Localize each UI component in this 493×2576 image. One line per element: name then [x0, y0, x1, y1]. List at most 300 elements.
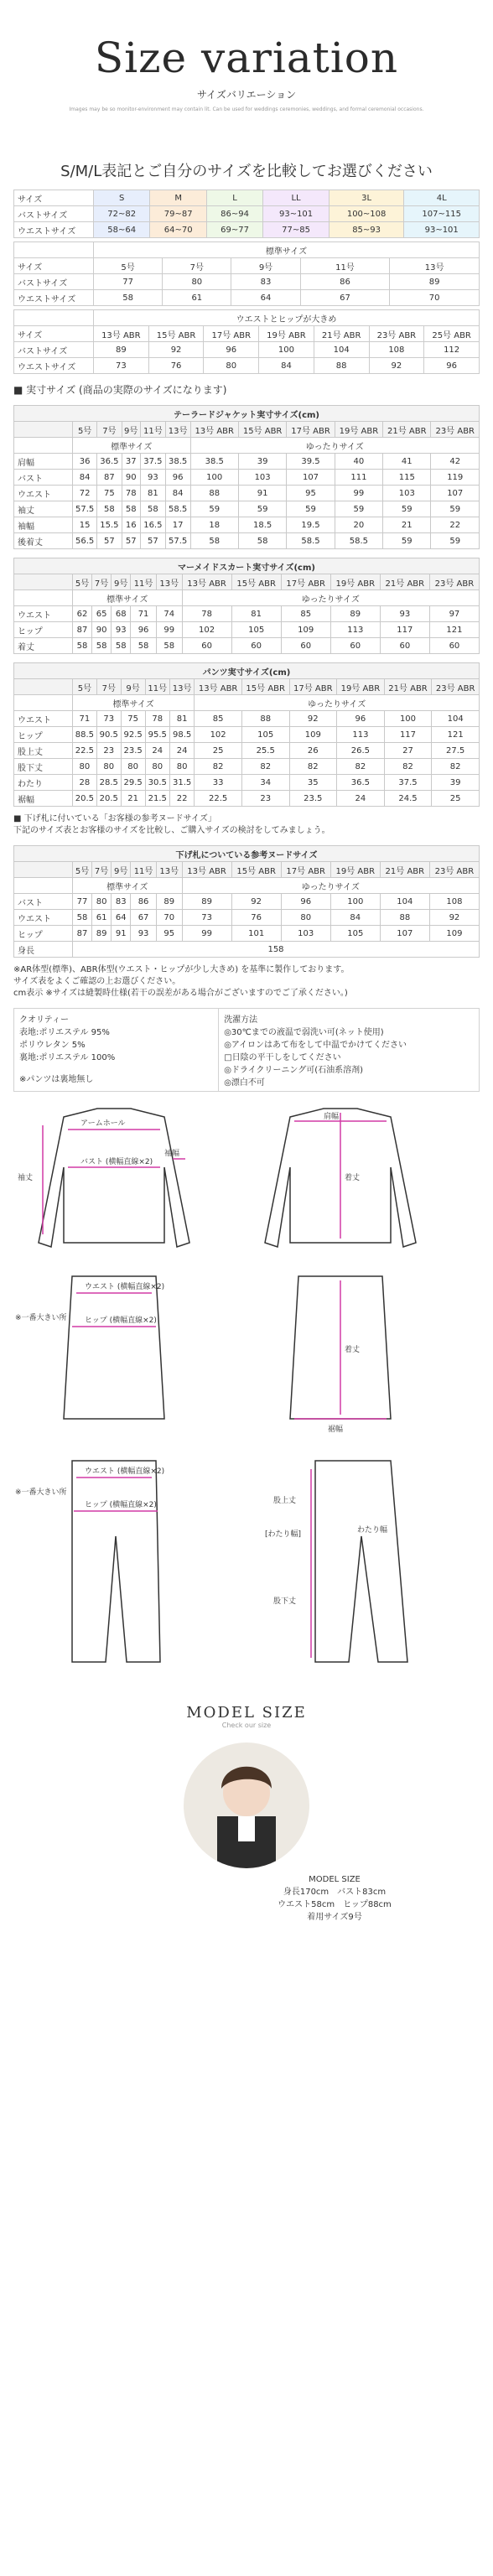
- table-cell: 83: [112, 894, 131, 910]
- table-row: [14, 242, 480, 258]
- table-cell: 58: [131, 638, 157, 654]
- table-cell: 18.5: [238, 517, 286, 533]
- table-cell: 58: [140, 501, 165, 517]
- table-cell: 113: [330, 622, 380, 638]
- table-cell: 57: [140, 533, 165, 549]
- table-row: [14, 222, 480, 238]
- table-cell: 81: [140, 486, 165, 501]
- table-cell: 92: [429, 910, 479, 926]
- table-row: [14, 679, 480, 695]
- column-header: 23号 ABR: [431, 422, 480, 438]
- sml-table: [13, 190, 480, 238]
- label-bust: バスト (横幅直線×2): [80, 1158, 153, 1166]
- table-cell: 61: [163, 290, 231, 306]
- table-cell: 37.5: [384, 775, 432, 791]
- quality-line: [19, 1062, 213, 1072]
- table-cell: 99: [335, 486, 382, 501]
- table-cell: 23: [96, 743, 121, 759]
- table-cell: 82: [337, 759, 385, 775]
- group-header: 標準サイズ: [94, 242, 480, 258]
- column-header: 7号: [92, 862, 112, 878]
- table-cell: 57: [97, 533, 122, 549]
- model-info-line: ウエスト58cm ヒップ88cm: [278, 1900, 392, 1909]
- column-header: 21号 ABR: [383, 422, 431, 438]
- table-cell: 96: [165, 470, 190, 486]
- row-label: [14, 574, 73, 590]
- table-row: [14, 326, 480, 342]
- skirt-front-shape: [64, 1276, 164, 1419]
- table-cell: 65: [92, 606, 112, 622]
- row-label: 裾幅: [14, 791, 73, 807]
- table-cell: 89: [92, 926, 112, 942]
- table-cell: 36.5: [97, 454, 122, 470]
- table-cell: 97: [429, 606, 479, 622]
- table-row: [14, 258, 480, 274]
- table-row: [14, 942, 480, 958]
- table-row: [14, 759, 480, 775]
- table-cell: 23.5: [121, 743, 145, 759]
- column-header: 7号: [96, 679, 121, 695]
- table-cell: 39: [432, 775, 480, 791]
- table-cell: 87: [97, 470, 122, 486]
- row-label: ウエストサイズ: [14, 358, 94, 374]
- table-cell: 100: [384, 711, 432, 727]
- compare-title: S/M/L表記とご自分のサイズを比較してお選びください: [60, 163, 433, 180]
- table-cell: 96: [424, 358, 480, 374]
- table-cell: LL: [263, 190, 330, 206]
- table-cell: 76: [148, 358, 204, 374]
- column-header: 15号 ABR: [238, 422, 286, 438]
- group-header: 標準サイズ: [73, 695, 195, 711]
- table-row: [14, 910, 480, 926]
- table-cell: 82: [432, 759, 480, 775]
- column-header: 5号: [73, 862, 92, 878]
- table-cell: 21: [121, 791, 145, 807]
- column-header: 13号 ABR: [190, 422, 238, 438]
- table-row: [14, 454, 480, 470]
- table-row: [14, 775, 480, 791]
- table-cell: 70: [390, 290, 480, 306]
- table-row: [14, 606, 480, 622]
- table-cell: 80: [145, 759, 169, 775]
- column-header: 15号 ABR: [231, 862, 281, 878]
- table-cell: 25号 ABR: [424, 326, 480, 342]
- table-cell: 107~115: [404, 206, 480, 222]
- table-cell: 58: [190, 533, 238, 549]
- table-row: [14, 486, 480, 501]
- table-cell: 58: [238, 533, 286, 549]
- table-cell: 67: [131, 910, 157, 926]
- table-row: [14, 501, 480, 517]
- table-row: [14, 438, 480, 454]
- table-row: [14, 878, 480, 894]
- column-header: 11号: [140, 422, 165, 438]
- table-cell: 60: [330, 638, 380, 654]
- label-length: 着丈: [345, 1174, 361, 1182]
- table-cell: 96: [131, 622, 157, 638]
- row-label: ウエスト: [14, 606, 73, 622]
- quality-line: ポリウレタン 5%: [19, 1041, 86, 1050]
- table-cell: 88: [380, 910, 429, 926]
- table-row: [14, 638, 480, 654]
- table-cell: 80: [92, 894, 112, 910]
- table-cell: 28.5: [96, 775, 121, 791]
- label-shoulder: 肩幅: [324, 1113, 340, 1121]
- table-caption: パンツ実寸サイズ(cm): [14, 663, 480, 679]
- nude-size-table: [13, 845, 480, 958]
- table-cell: 121: [429, 622, 479, 638]
- nude-note-line1: ■ 下げ札に付いている「お客様の参考ヌードサイズ」: [13, 814, 216, 823]
- table-cell: 58: [73, 638, 92, 654]
- table-cell: 95: [287, 486, 335, 501]
- table-cell: 78: [182, 606, 231, 622]
- table-cell: 64: [231, 290, 300, 306]
- table-cell: 121: [432, 727, 480, 743]
- table-row: [14, 558, 480, 574]
- table-cell: 158: [73, 942, 480, 958]
- table-cell: 20.5: [73, 791, 97, 807]
- group-header: ウエストとヒップが大きめ: [94, 310, 480, 326]
- column-header: 23号 ABR: [429, 574, 479, 590]
- table-cell: 95: [156, 926, 182, 942]
- table-cell: 96: [281, 894, 330, 910]
- table-cell: 24: [145, 743, 169, 759]
- column-header: 15号 ABR: [241, 679, 289, 695]
- column-header: 5号: [73, 574, 92, 590]
- table-cell: 82: [289, 759, 337, 775]
- washing-line: ◎アイロンはあて布をして中温でかけてください: [224, 1041, 407, 1050]
- column-header: 9号: [112, 574, 131, 590]
- table-cell: 37: [122, 454, 140, 470]
- table-cell: 5号: [94, 258, 163, 274]
- garment-diagram-svg: [13, 1100, 480, 1687]
- table-cell: 19.5: [287, 517, 335, 533]
- table-cell: 102: [195, 727, 242, 743]
- table-cell: 99: [182, 926, 231, 942]
- quality-line: 裏地:ポリエステル 100%: [19, 1053, 116, 1062]
- jacket-table: [13, 405, 480, 549]
- table-cell: 92.5: [121, 727, 145, 743]
- model-size-title: MODEL SIZE: [186, 1704, 307, 1722]
- table-cell: 15: [73, 517, 97, 533]
- quality-line: ※パンツは裏地無し: [19, 1075, 94, 1084]
- column-header: 21号 ABR: [384, 679, 432, 695]
- row-label: ウエスト: [14, 711, 73, 727]
- table-cell: 92: [148, 342, 204, 358]
- table-cell: 59: [431, 533, 480, 549]
- table-cell: 17: [165, 517, 190, 533]
- row-label: ヒップ: [14, 727, 73, 743]
- table-cell: 60: [429, 638, 479, 654]
- table-cell: 26: [289, 743, 337, 759]
- table-row: [14, 470, 480, 486]
- washing-title: 洗濯方法: [224, 1015, 258, 1025]
- size-notes: [13, 964, 480, 1000]
- column-header: 13号 ABR: [195, 679, 242, 695]
- table-cell: 21: [383, 517, 431, 533]
- table-row: [14, 206, 480, 222]
- label-sleeve: 袖丈: [18, 1174, 34, 1182]
- table-cell: 16.5: [140, 517, 165, 533]
- column-header: 11号: [145, 679, 169, 695]
- row-label: ウエスト: [14, 486, 73, 501]
- table-cell: 7号: [163, 258, 231, 274]
- table-cell: 15.5: [97, 517, 122, 533]
- table-cell: 13号 ABR: [94, 326, 149, 342]
- table-cell: 23号 ABR: [369, 326, 424, 342]
- column-header: 21号 ABR: [380, 862, 429, 878]
- table-cell: 33: [195, 775, 242, 791]
- table-row: [14, 622, 480, 638]
- measure-section-title: ■ 実寸サイズ (商品の実際のサイズになります): [13, 384, 227, 396]
- row-label: [14, 310, 94, 326]
- table-cell: 26.5: [337, 743, 385, 759]
- table-cell: 17号 ABR: [204, 326, 259, 342]
- row-label: [14, 679, 73, 695]
- table-cell: 104: [432, 711, 480, 727]
- table-cell: 59: [431, 501, 480, 517]
- table-cell: 80: [169, 759, 194, 775]
- table-cell: 64: [112, 910, 131, 926]
- model-size-section: [0, 1704, 493, 1924]
- table-cell: 84: [330, 910, 380, 926]
- row-label: 袖幅: [14, 517, 73, 533]
- table-cell: 96: [204, 342, 259, 358]
- table-row: [14, 894, 480, 910]
- table-cell: 3L: [329, 190, 404, 206]
- table-cell: 104: [314, 342, 369, 358]
- table-cell: 59: [383, 533, 431, 549]
- table-cell: 86: [300, 274, 390, 290]
- table-cell: 78: [122, 486, 140, 501]
- washing-line: ◎30℃までの液温で弱洗い可(ネット使用): [224, 1028, 384, 1037]
- row-label: バスト: [14, 894, 73, 910]
- table-cell: 103: [238, 470, 286, 486]
- table-cell: 27: [384, 743, 432, 759]
- column-header: 7号: [97, 422, 122, 438]
- table-cell: 90.5: [96, 727, 121, 743]
- table-cell: 108: [429, 894, 479, 910]
- table-cell: 112: [424, 342, 480, 358]
- table-cell: 86: [131, 894, 157, 910]
- skirt-table: [13, 558, 480, 654]
- table-caption: マーメイドスカート実寸サイズ(cm): [14, 558, 480, 574]
- column-header: 17号 ABR: [287, 422, 335, 438]
- table-cell: 30.5: [145, 775, 169, 791]
- table-row: [14, 517, 480, 533]
- pants-table: [13, 662, 480, 807]
- label-skirt-hip: ヒップ (横幅直線×2): [85, 1317, 157, 1325]
- column-header: 17号 ABR: [281, 574, 330, 590]
- nude-note-line2: 下記のサイズ表とお客様のサイズを比較し、ご購入サイズの検討をしてみましょう。: [13, 826, 330, 835]
- table-cell: 58.5: [335, 533, 382, 549]
- header-small-text: Images may be so monitor-environment may contain lit. Can be used for weddings ceremonies, weddings, and formal ceremonial occasions.: [69, 106, 424, 112]
- table-cell: 29.5: [121, 775, 145, 791]
- table-cell: 16: [122, 517, 140, 533]
- table-cell: 104: [380, 894, 429, 910]
- table-cell: 20: [335, 517, 382, 533]
- model-info-line: 着用サイズ9号: [307, 1913, 362, 1922]
- table-cell: 100: [190, 470, 238, 486]
- table-cell: 101: [231, 926, 281, 942]
- table-cell: 88: [314, 358, 369, 374]
- table-cell: 59: [287, 501, 335, 517]
- column-header: 13号: [156, 862, 182, 878]
- table-cell: 80: [96, 759, 121, 775]
- table-cell: 39: [238, 454, 286, 470]
- column-header: 23号 ABR: [432, 679, 480, 695]
- table-cell: 90: [92, 622, 112, 638]
- table-cell: 80: [204, 358, 259, 374]
- table-cell: 35: [289, 775, 337, 791]
- table-cell: 59: [383, 501, 431, 517]
- row-label: [14, 242, 94, 258]
- table-cell: 59: [335, 501, 382, 517]
- column-header: 21号 ABR: [380, 574, 429, 590]
- table-row: [14, 574, 480, 590]
- table-cell: 105: [330, 926, 380, 942]
- table-cell: 22.5: [73, 743, 97, 759]
- label-skirt-waist: ウエスト (横幅直線×2): [85, 1283, 165, 1291]
- column-header: 13号 ABR: [182, 862, 231, 878]
- table-row: [14, 695, 480, 711]
- label-pants-waist: ウエスト (横幅直線×2): [85, 1467, 165, 1476]
- table-cell: 113: [337, 727, 385, 743]
- table-cell: 75: [97, 486, 122, 501]
- table-cell: 89: [94, 342, 149, 358]
- table-cell: 13号: [390, 258, 480, 274]
- table-cell: 90: [122, 470, 140, 486]
- table-cell: 85: [281, 606, 330, 622]
- washing-line: ◎漂白不可: [224, 1078, 265, 1088]
- table-cell: 22: [431, 517, 480, 533]
- table-cell: 111: [335, 470, 382, 486]
- table-cell: 88.5: [73, 727, 97, 743]
- row-label: ウエスト: [14, 910, 73, 926]
- table-cell: 24: [337, 791, 385, 807]
- table-cell: 80: [73, 759, 97, 775]
- table-cell: 119: [431, 470, 480, 486]
- label-pants-rise: 股上丈: [273, 1497, 297, 1505]
- table-cell: 58: [92, 638, 112, 654]
- column-header: 9号: [112, 862, 131, 878]
- group-header: ゆったりサイズ: [195, 695, 480, 711]
- table-cell: 22.5: [195, 791, 242, 807]
- table-cell: 107: [287, 470, 335, 486]
- table-cell: 100: [259, 342, 314, 358]
- row-label: [14, 862, 73, 878]
- label-pants-thigh: わたり幅: [357, 1526, 388, 1535]
- table-cell: 73: [96, 711, 121, 727]
- table-cell: 107: [431, 486, 480, 501]
- table-cell: 87: [73, 622, 92, 638]
- row-label: バスト: [14, 470, 73, 486]
- page-title: Size variation: [94, 34, 399, 82]
- table-cell: 93: [131, 926, 157, 942]
- table-cell: 76: [231, 910, 281, 926]
- row-label: サイズ: [14, 326, 94, 342]
- header: [0, 0, 493, 151]
- table-cell: 108: [369, 342, 424, 358]
- pants-front-shape: [72, 1461, 160, 1662]
- column-header: 13号: [165, 422, 190, 438]
- table-cell: 21号 ABR: [314, 326, 369, 342]
- table-cell: 109: [429, 926, 479, 942]
- table-cell: 60: [231, 638, 281, 654]
- standard-size-table: [13, 242, 480, 306]
- table-cell: 58: [94, 290, 163, 306]
- table-row: [14, 342, 480, 358]
- column-header: 19号 ABR: [330, 862, 380, 878]
- group-header: ゆったりサイズ: [182, 878, 479, 894]
- table-cell: 91: [112, 926, 131, 942]
- table-cell: 58.5: [287, 533, 335, 549]
- table-cell: 78: [145, 711, 169, 727]
- label-pants-thigh-bracket: [わたり幅]: [265, 1530, 302, 1539]
- column-header: 9号: [121, 679, 145, 695]
- table-cell: 4L: [404, 190, 480, 206]
- table-cell: M: [150, 190, 206, 206]
- model-blouse: [238, 1816, 255, 1841]
- row-label: 股下丈: [14, 759, 73, 775]
- row-label: [14, 438, 73, 454]
- table-cell: 89: [156, 894, 182, 910]
- table-cell: 77~85: [263, 222, 330, 238]
- quality-title: クオリティー: [19, 1015, 69, 1025]
- group-header: 標準サイズ: [73, 438, 191, 454]
- table-cell: 95.5: [145, 727, 169, 743]
- table-caption: 下げ札についている参考ヌードサイズ: [14, 846, 480, 862]
- nude-note: [13, 813, 480, 837]
- table-cell: 57.5: [73, 501, 97, 517]
- table-cell: 77: [94, 274, 163, 290]
- table-cell: 99: [156, 622, 182, 638]
- column-header: 17号 ABR: [281, 862, 330, 878]
- row-label: サイズ: [14, 190, 94, 206]
- table-cell: 61: [92, 910, 112, 926]
- table-cell: 93~101: [404, 222, 480, 238]
- table-cell: 11号: [300, 258, 390, 274]
- group-header: 標準サイズ: [73, 590, 183, 606]
- table-row: [14, 310, 480, 326]
- table-cell: 93~101: [263, 206, 330, 222]
- table-cell: 93: [380, 606, 429, 622]
- model-info: [176, 1873, 493, 1924]
- row-label: [14, 590, 73, 606]
- table-cell: 58: [156, 638, 182, 654]
- label-skirt-hem: 裾幅: [328, 1426, 344, 1434]
- quality-table: [13, 1008, 480, 1092]
- table-cell: 109: [281, 622, 330, 638]
- table-cell: 27.5: [432, 743, 480, 759]
- model-size-subtitle: Check our size: [221, 1722, 272, 1729]
- table-cell: 24: [169, 743, 194, 759]
- row-label: バストサイズ: [14, 274, 94, 290]
- table-cell: 80: [121, 759, 145, 775]
- label-armhole: アームホール: [80, 1119, 126, 1128]
- table-cell: 25: [195, 743, 242, 759]
- table-row: [14, 663, 480, 679]
- pants-side-shape: [315, 1461, 407, 1662]
- table-cell: 103: [281, 926, 330, 942]
- column-header: 9号: [122, 422, 140, 438]
- table-cell: 39.5: [287, 454, 335, 470]
- garment-diagram: [13, 1100, 480, 1687]
- table-cell: 34: [241, 775, 289, 791]
- row-label: ヒップ: [14, 926, 73, 942]
- column-header: 19号 ABR: [337, 679, 385, 695]
- table-cell: 82: [384, 759, 432, 775]
